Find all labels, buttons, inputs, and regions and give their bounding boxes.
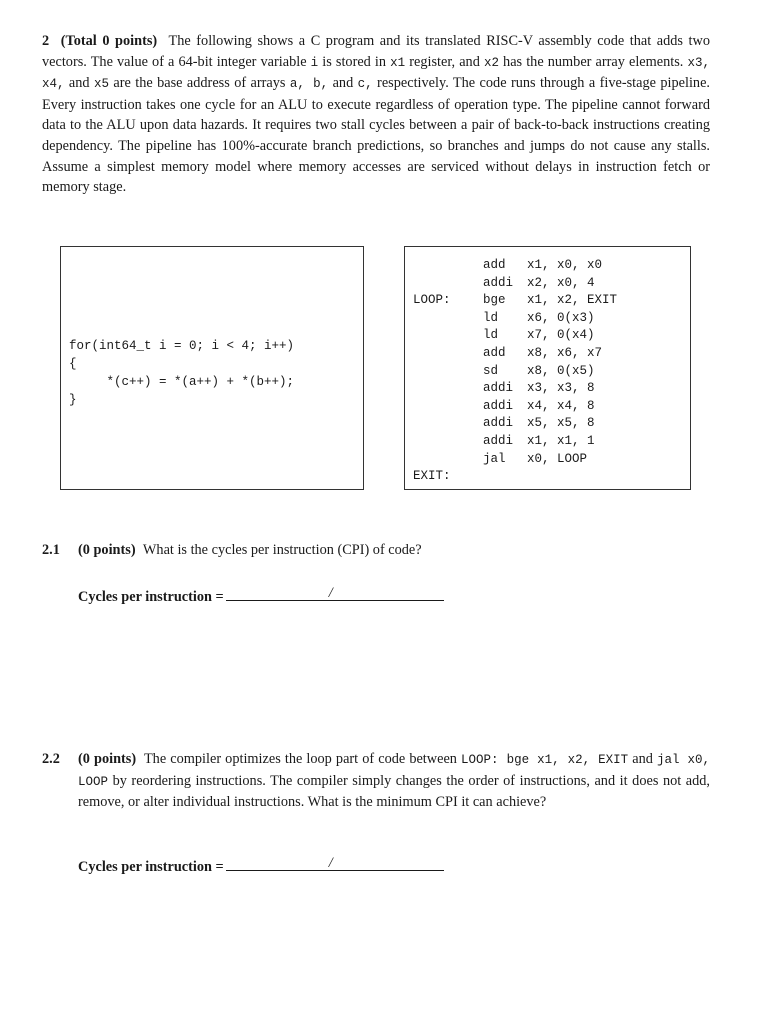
text-run: are the base address of arrays bbox=[108, 75, 290, 92]
asm-instruction-row bbox=[405, 468, 690, 486]
text-run: and bbox=[628, 751, 657, 767]
asm-instruction-row bbox=[405, 433, 690, 451]
code-term: jal x0, LOOP bbox=[78, 753, 710, 789]
code-term: i bbox=[310, 55, 319, 70]
subquestion-text bbox=[78, 751, 710, 810]
asm-operands: x8, 0(x5) bbox=[527, 363, 595, 378]
asm-instruction-row bbox=[405, 345, 690, 363]
asm-operands: x0, LOOP bbox=[527, 451, 588, 466]
asm-operands: x6, 0(x3) bbox=[527, 310, 595, 325]
c-code-line: { bbox=[69, 357, 77, 371]
asm-opcode: addi bbox=[483, 398, 514, 413]
text-run: and bbox=[64, 75, 94, 92]
subquestion-points: (0 points) bbox=[78, 542, 136, 558]
c-program-box bbox=[60, 246, 364, 490]
asm-instruction-row bbox=[405, 398, 690, 416]
code-term: x2 bbox=[483, 55, 499, 70]
c-code-line: } bbox=[69, 393, 77, 407]
subquestion-number: 2.1 bbox=[42, 542, 60, 558]
asm-opcode: addi bbox=[483, 416, 514, 431]
asm-instruction-row bbox=[405, 257, 690, 275]
answer-blank[interactable] bbox=[226, 856, 444, 871]
asm-instruction-row bbox=[405, 275, 690, 293]
asm-instruction-row bbox=[405, 327, 690, 345]
c-code-line: for(int64_t i = 0; i < 4; i++) bbox=[69, 339, 295, 353]
answer-slash: / bbox=[328, 855, 333, 871]
asm-opcode: addi bbox=[483, 381, 514, 396]
asm-instruction-row bbox=[405, 451, 690, 469]
question-number: 2 bbox=[42, 33, 50, 49]
asm-opcode: bge bbox=[483, 293, 506, 308]
answer-label: Cycles per instruction = bbox=[78, 859, 224, 875]
asm-operands: x3, x3, 8 bbox=[527, 381, 595, 396]
asm-operands: x1, x1, 1 bbox=[527, 434, 595, 448]
subquestion-points: (0 points) bbox=[78, 751, 137, 767]
asm-opcode: ld bbox=[483, 328, 499, 343]
asm-opcode: jal bbox=[483, 451, 506, 466]
text-run: and bbox=[328, 75, 358, 92]
code-term: a, b, bbox=[289, 77, 329, 92]
answer-blank[interactable] bbox=[226, 586, 444, 601]
code-term: x1 bbox=[390, 55, 406, 70]
code-term: x3, x4, bbox=[42, 55, 710, 92]
text-run: has the number array elements. bbox=[498, 53, 688, 70]
asm-instruction-row bbox=[405, 363, 690, 381]
asm-opcode: add bbox=[483, 258, 506, 272]
answer-slash: / bbox=[328, 585, 333, 601]
asm-label: EXIT: bbox=[413, 469, 451, 484]
asm-opcode: sd bbox=[483, 363, 499, 378]
answer-label: Cycles per instruction = bbox=[78, 589, 224, 605]
code-term: x5 bbox=[93, 77, 109, 92]
asm-instruction-row bbox=[405, 310, 690, 328]
answer-line-2-1 bbox=[42, 586, 444, 606]
subquestion-text: What is the cycles per instruction (CPI) of code? bbox=[142, 542, 422, 558]
asm-operands: x8, x6, x7 bbox=[527, 346, 603, 360]
code-term: LOOP: bge x1, x2, EXIT bbox=[461, 753, 629, 767]
c-code-line: *(c++) = *(a++) + *(b++); bbox=[69, 375, 295, 389]
text-run: is stored in bbox=[318, 53, 391, 70]
asm-operands: x4, x4, 8 bbox=[527, 398, 595, 413]
asm-label: LOOP: bbox=[413, 293, 451, 308]
code-term: c, bbox=[357, 77, 373, 92]
text-run: by reordering instructions. The compiler simply changes the order of instructions, and it does not add, remove, or alter individual instructions. What is the minimum CPI it can achieve? bbox=[78, 772, 710, 811]
text-run: register, and bbox=[405, 53, 484, 70]
asm-instruction-row bbox=[405, 292, 690, 310]
text-run: respectively. The code runs through a five-stage pipeline. Every instruction takes one cycle for an ALU to execute regardless of operation type. The pipeline cannot forward data to the ALU upon data hazards. It requires two stall cycles between a pair of back-to-back instructions creating dependency. The pipeline has 100%-accurate branch predictions, so branches and jumps do not cause any stalls. Assume a simplest memory model where memory accesses are serviced without delays in instruction fetch or memory stage. bbox=[42, 75, 710, 196]
question-2-intro bbox=[42, 31, 710, 198]
text-run: The following shows a C program and its translated RISC-V assembly code that adds two vectors. The value of a 64-bit integer variable bbox=[42, 33, 710, 70]
asm-opcode: add bbox=[483, 346, 506, 360]
c-program-code bbox=[69, 337, 294, 409]
asm-operands: x5, x5, 8 bbox=[527, 416, 595, 431]
asm-operands: x1, x2, EXIT bbox=[527, 293, 618, 308]
asm-operands: x2, x0, 4 bbox=[527, 275, 595, 290]
asm-operands: x7, 0(x4) bbox=[527, 328, 595, 343]
asm-instruction-row bbox=[405, 380, 690, 398]
asm-opcode: addi bbox=[483, 275, 514, 290]
subquestion-2-2 bbox=[42, 749, 710, 813]
asm-opcode: addi bbox=[483, 434, 514, 448]
subquestion-number: 2.2 bbox=[42, 751, 60, 767]
text-run: The compiler optimizes the loop part of code between bbox=[143, 751, 462, 767]
answer-line-2-2 bbox=[42, 856, 444, 876]
question-points: (Total 0 points) bbox=[60, 33, 158, 49]
asm-opcode: ld bbox=[483, 310, 499, 325]
asm-operands: x1, x0, x0 bbox=[527, 258, 603, 272]
asm-instruction-row bbox=[405, 415, 690, 433]
subquestion-2-1 bbox=[42, 540, 710, 561]
risc-v-assembly-box bbox=[404, 246, 691, 490]
question-description bbox=[42, 33, 710, 195]
